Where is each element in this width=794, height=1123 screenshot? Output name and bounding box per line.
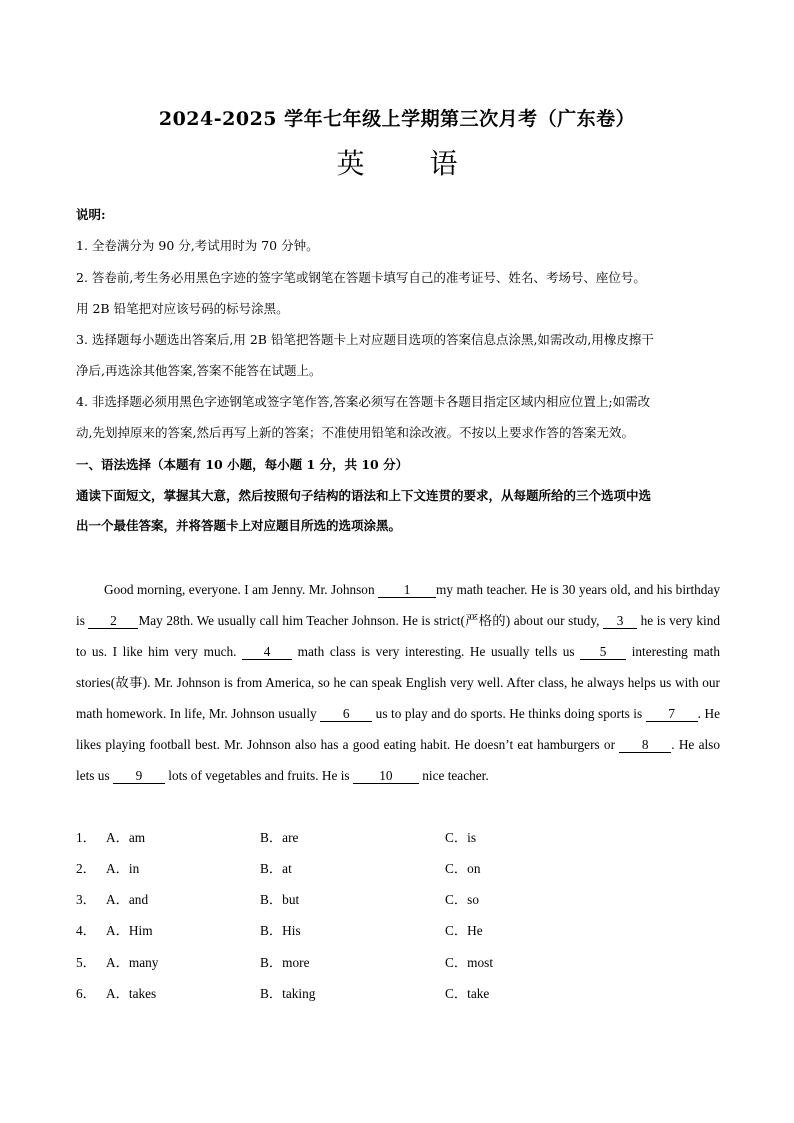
option-c[interactable]: C．most [445, 955, 494, 970]
blank-7: 7 [646, 707, 698, 722]
blank-10: 10 [353, 769, 419, 784]
blank-3: 3 [603, 614, 637, 629]
question-number: 3． [76, 892, 96, 907]
blank-2: 2 [88, 614, 138, 629]
question-3-options [76, 889, 716, 909]
option-c[interactable]: C．so [445, 892, 479, 907]
option-b[interactable]: B．but [260, 892, 300, 907]
blank-9: 9 [113, 769, 165, 784]
passage-text: my math teacher. He is 30 years old, and his birthday is [76, 582, 720, 628]
passage-text: Good morning, everyone. I am Jenny. Mr. Johnson [104, 582, 379, 597]
option-b[interactable]: B．at [260, 861, 292, 876]
notes-heading: 说明: [76, 207, 106, 222]
note-line: 1. 全卷满分为 90 分,考试用时为 70 分钟。 [76, 238, 319, 253]
blank-5: 5 [580, 645, 626, 660]
question-6-options [76, 983, 716, 1003]
blank-6: 6 [320, 707, 372, 722]
question-number: 4． [76, 923, 96, 938]
directions-line: 通读下面短文，掌握其大意，然后按照句子结构的语法和上下文连贯的要求，从每题所给的三个选项中选 [76, 488, 652, 503]
option-a[interactable]: A．and [106, 892, 149, 907]
note-line: 用 2B 铅笔把对应该号码的标号涂黑。 [76, 301, 289, 316]
option-b[interactable]: B．His [260, 923, 301, 938]
question-number: 1． [76, 830, 96, 845]
option-b[interactable]: B．more [260, 955, 310, 970]
passage-text: interesting math stories(故事). Mr. Johnson is from America, so he can speak English very well. After class, he always helps us with our math homework. In life, Mr. Johnson usually [76, 644, 720, 721]
note-line: 动,先划掉原来的答案,然后再写上新的答案；不准使用铅笔和涂改液。不按以上要求作答的答案无效。 [76, 425, 634, 440]
passage-text: he is very kind to us. I like him very much. [76, 613, 720, 659]
question-4-options [76, 920, 716, 940]
blank-4: 4 [242, 645, 292, 660]
note-line: 4. 非选择题必须用黑色字迹钢笔或签字笔作答,答案必须写在答题卡各题目指定区域内相应位置上;如需改 [76, 394, 651, 409]
option-c[interactable]: C．He [445, 923, 483, 938]
option-b[interactable]: B．are [260, 830, 299, 845]
note-line: 2. 答卷前,考生务必用黑色字迹的签字笔或钢笔在答题卡填写自己的准考证号、姓名、考场号、座位号。 [76, 270, 646, 285]
blank-1: 1 [378, 583, 436, 598]
question-number: 5． [76, 955, 96, 970]
exam-title: 2024-2025 学年七年级上学期第三次月考（广东卷） [158, 108, 636, 130]
reading-passage [76, 574, 720, 791]
passage-text: lots of vegetables and fruits. He is [164, 768, 353, 783]
note-line: 3. 选择题每小题选出答案后,用 2B 铅笔把答题卡上对应题目选项的答案信息点涂黑,如需改动,用橡皮擦干 [76, 332, 654, 347]
passage-text: nice teacher. [418, 768, 489, 783]
option-a[interactable]: A．am [106, 830, 146, 845]
option-a[interactable]: A．in [106, 861, 140, 876]
blank-8: 8 [619, 738, 671, 753]
passage-text: . He likes playing football best. Mr. Johnson also has a good eating habit. He doesn’t eat hamburgers or [76, 706, 720, 752]
note-line: 净后,再选涂其他答案,答案不能答在试题上。 [76, 363, 322, 378]
passage-text: math class is very interesting. He usually tells us [292, 644, 581, 659]
option-a[interactable]: A．Him [106, 923, 153, 938]
option-c[interactable]: C．is [445, 830, 477, 845]
question-2-options [76, 858, 716, 878]
option-c[interactable]: C．on [445, 861, 481, 876]
question-5-options [76, 952, 716, 972]
option-a[interactable]: A．takes [106, 986, 157, 1001]
option-c[interactable]: C．take [445, 986, 490, 1001]
question-1-options [76, 827, 716, 847]
option-b[interactable]: B．taking [260, 986, 316, 1001]
question-number: 6． [76, 986, 96, 1001]
passage-text: us to play and do sports. He thinks doing sports is [372, 706, 646, 721]
subject-title: 英 语 [336, 147, 486, 180]
question-number: 2． [76, 861, 96, 876]
section-heading: 一、语法选择（本题有 10 小题，每小题 1 分，共 10 分） [76, 457, 409, 472]
option-a[interactable]: A．many [106, 955, 159, 970]
passage-text: . He also lets us [76, 737, 720, 783]
directions-line: 出一个最佳答案，并将答题卡上对应题目所选的选项涂黑。 [76, 518, 402, 533]
passage-text: May 28th. We usually call him Teacher Johnson. He is strict(严格的) about our study, [138, 613, 604, 628]
